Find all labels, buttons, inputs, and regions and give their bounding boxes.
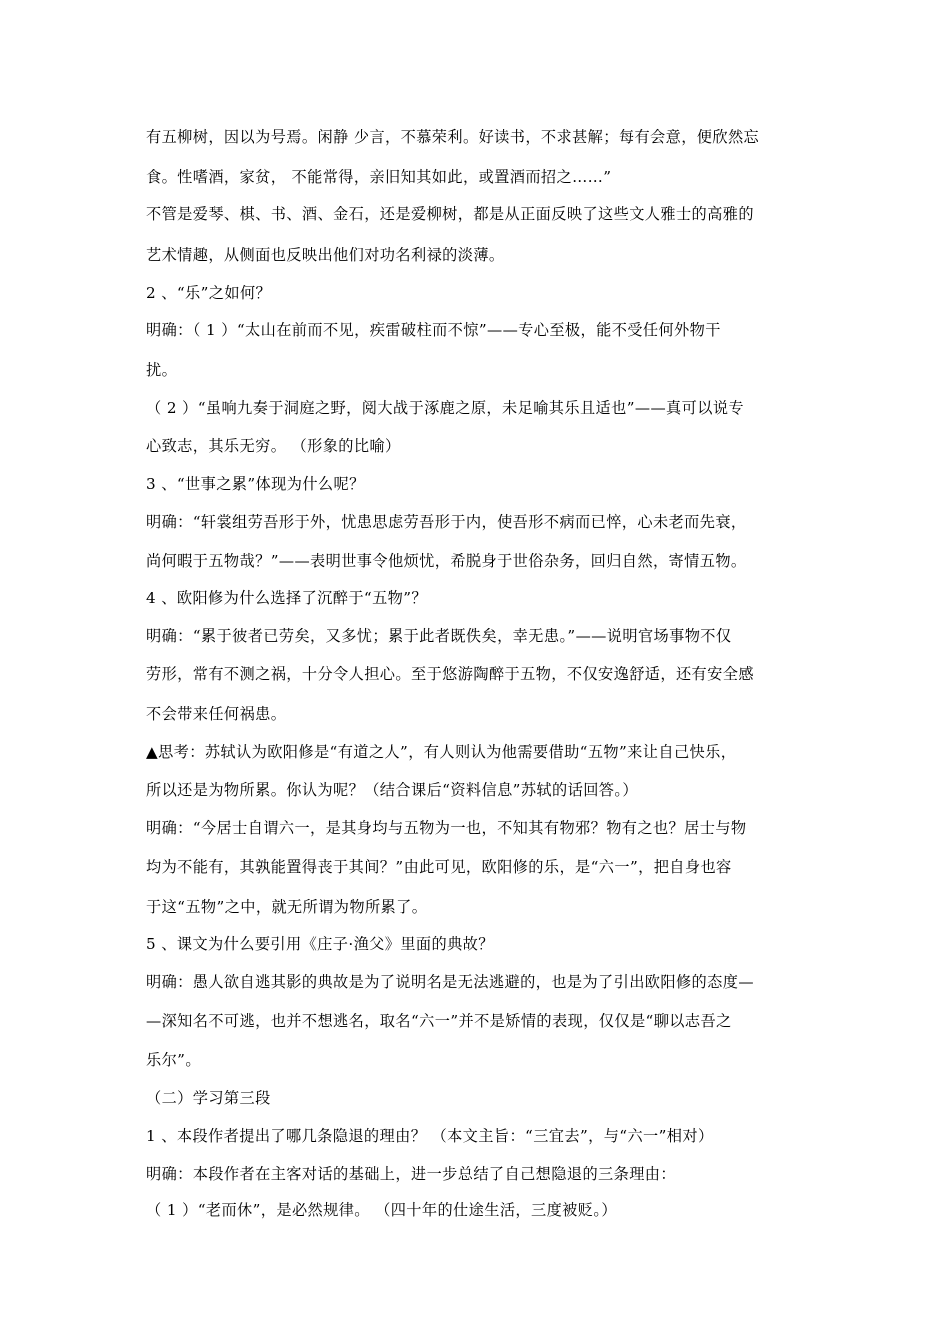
text-line: 劳形，常有不测之祸，十分令人担心。至于悠游陶醉于五物，不仅安逸舒适，还有安全感	[146, 665, 754, 683]
text-line: —深知名不可逃，也并不想逃名，取名“六一”并不是矫情的表现，仅仅是“聊以志吾之	[146, 1012, 732, 1030]
question-heading: 1 、本段作者提出了哪几条隐退的理由？ （本文主旨：“三宜去”，与“六一”相对）	[146, 1127, 714, 1145]
text-line: 艺术情趣，从侧面也反映出他们对功名利禄的淡薄。	[146, 246, 505, 264]
text-line: 明确：“轩裳组劳吾形于外，忧患思虑劳吾形于内，使吾形不病而已悴，心未老而先衰，	[146, 513, 747, 531]
text-line: 于这“五物”之中，就无所谓为物所累了。	[146, 898, 428, 916]
text-line: 明确：“累于彼者已劳矣，又多忧；累于此者既佚矣，幸无患。”——说明官场事物不仅	[146, 627, 732, 645]
text-line: 食。性嗜酒，家贫， 不能常得，亲旧知其如此，或置酒而招之……”	[146, 168, 612, 186]
question-heading: 2 、“乐”之如何？	[146, 284, 272, 302]
text-line: 不管是爱琴、棋、书、酒、金石，还是爱柳树，都是从正面反映了这些文人雅士的高雅的	[146, 205, 754, 223]
text-line: 有五柳树，因以为号焉。闲静 少言，不慕荣利。好读书，不求甚解；每有会意，便欣然忘	[146, 128, 760, 146]
text-line: 均为不能有，其孰能置得丧于其间？”由此可见，欧阳修的乐，是“六一”，把自身也容	[146, 858, 732, 876]
section-heading: （二）学习第三段	[146, 1089, 271, 1107]
question-heading: 5 、课文为什么要引用《庄子·渔父》里面的典故？	[146, 935, 494, 953]
text-line: 明确：愚人欲自逃其影的典故是为了说明名是无法逃避的，也是为了引出欧阳修的态度—	[146, 973, 754, 991]
text-line: （ 2 ）“虽响九奏于洞庭之野，阅大战于涿鹿之原，未足喻其乐且适也”——真可以说专	[146, 399, 744, 417]
question-heading: 4 、欧阳修为什么选择了沉醉于“五物”？	[146, 589, 428, 607]
text-line: 明确：（ 1 ）“太山在前而不见，疾雷破柱而不惊”——专心至极，能不受任何外物干	[146, 321, 721, 339]
text-line: 尚何暇于五物哉？”——表明世事令他烦忧，希脱身于世俗杂务，回归自然，寄情五物。	[146, 552, 747, 570]
thinking-prompt: ▲思考：苏轼认为欧阳修是“有道之人”，有人则认为他需要借助“五物”来让自己快乐，	[146, 743, 737, 761]
text-line: 不会带来任何祸患。	[146, 705, 287, 723]
text-line: 明确：本段作者在主客对话的基础上，进一步总结了自己想隐退的三条理由：	[146, 1165, 676, 1183]
text-line: 所以还是为物所累。你认为呢？（结合课后“资料信息”苏轼的话回答。）	[146, 781, 638, 799]
text-line: 扰。	[146, 361, 178, 379]
text-line: 明确：“今居士自谓六一，是其身均与五物为一也，不知其有物邪？物有之也？居士与物	[146, 819, 747, 837]
text-line: 乐尔”。	[146, 1051, 201, 1069]
text-line: （ 1 ）“老而休”，是必然规律。 （四十年的仕途生活，三度被贬。）	[146, 1201, 617, 1219]
text-line: 心致志，其乐无穷。 （形象的比喻）	[146, 437, 401, 455]
question-heading: 3 、“世事之累”体现为什么呢？	[146, 475, 365, 493]
